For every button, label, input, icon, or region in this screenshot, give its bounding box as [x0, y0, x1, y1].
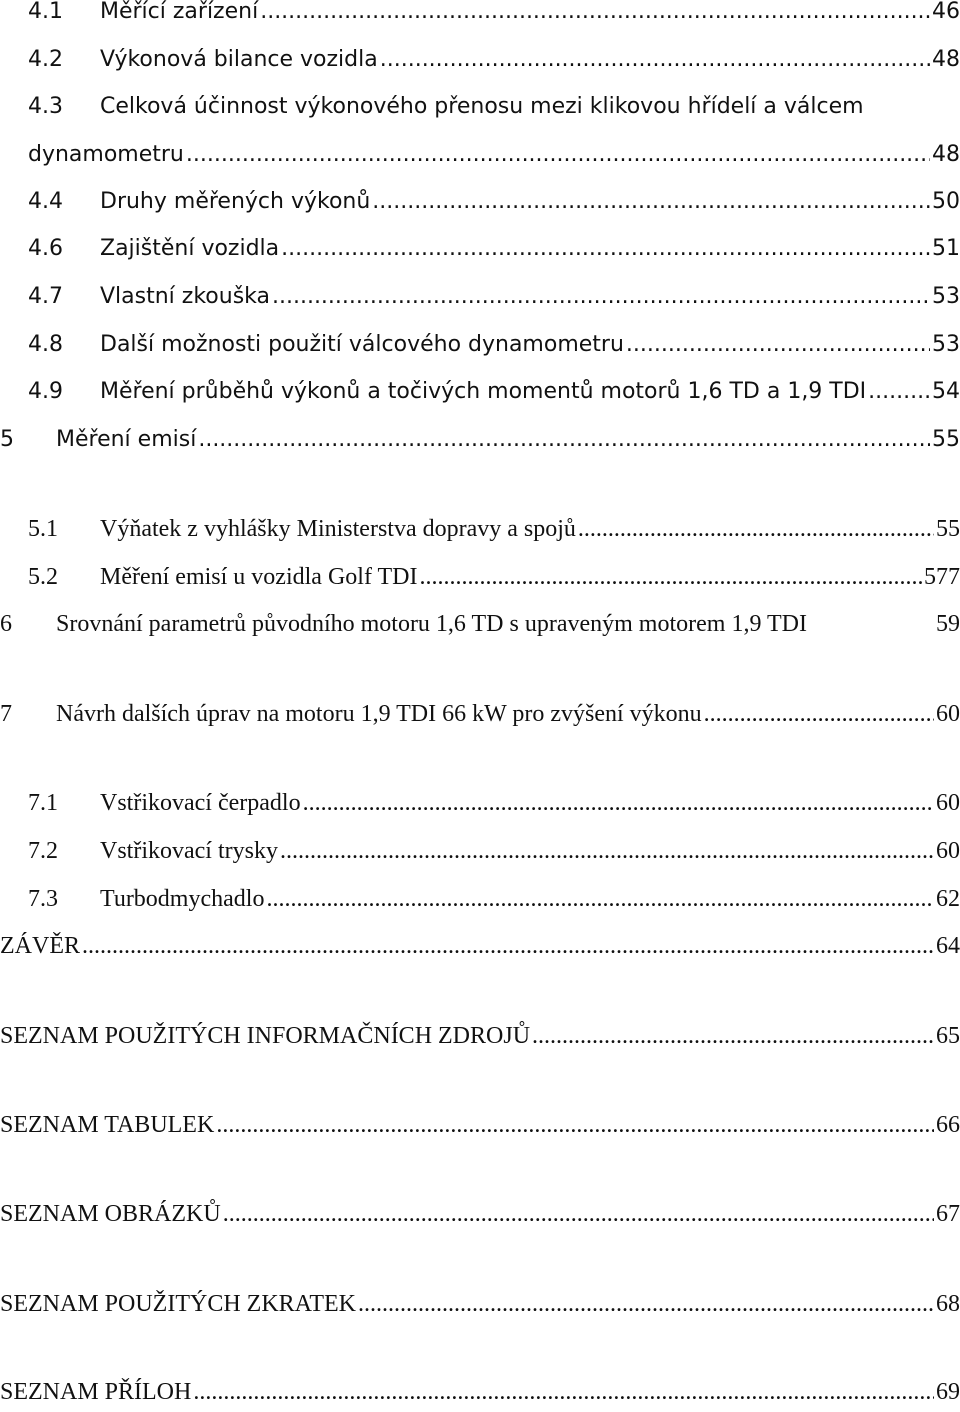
toc-entry-title: Turbodmychadlo	[100, 886, 265, 912]
toc-leader-dots	[82, 926, 934, 966]
toc-leader-dots	[193, 1372, 934, 1412]
toc-entry-number: 4.1	[28, 0, 63, 24]
toc-entry-5[interactable]	[0, 420, 960, 460]
toc-entry-title: ZÁVĚR	[0, 933, 80, 959]
toc-entry-page: 46	[932, 0, 960, 24]
toc-entry-page: 51	[932, 236, 960, 261]
toc-leader-dots	[419, 557, 922, 597]
toc-entry-title: Druhy měřených výkonů	[100, 189, 371, 214]
toc-entry-4-8[interactable]	[0, 325, 960, 365]
toc-entry-page: 67	[936, 1201, 960, 1227]
toc-entry-4-6[interactable]	[0, 229, 960, 269]
toc-entry-page: 59	[936, 611, 960, 637]
toc-entry-7-1[interactable]	[0, 783, 960, 823]
toc-entry-title: Měřící zařízení	[100, 0, 259, 24]
toc-leader-dots	[272, 277, 930, 317]
toc-leader-dots	[704, 694, 934, 734]
toc-entry-number: 4.7	[28, 284, 63, 309]
toc-entry-title: Měření emisí u vozidla Golf TDI	[100, 564, 418, 590]
toc-leader-dots	[266, 879, 934, 919]
toc-leader-dots	[380, 40, 930, 80]
toc-leader-dots	[532, 1016, 934, 1056]
toc-entry-number: 4.6	[28, 236, 63, 261]
toc-entry-page: 53	[932, 284, 960, 309]
toc-leader-dots	[186, 135, 930, 175]
toc-entry-5-2[interactable]	[0, 557, 960, 597]
toc-entry-sources[interactable]	[0, 1016, 960, 1056]
toc-entry-number: 5	[0, 427, 14, 452]
toc-entry-7[interactable]	[0, 694, 960, 734]
toc-entry-7-3[interactable]	[0, 879, 960, 919]
toc-entry-page: 53	[932, 332, 960, 357]
toc-entry-title: SEZNAM POUŽITÝCH INFORMAČNÍCH ZDROJŮ	[0, 1023, 531, 1049]
toc-entry-number: 5.1	[28, 516, 58, 542]
toc-entry-4-3[interactable]	[0, 87, 960, 127]
toc-entry-4-3-continuation[interactable]	[0, 135, 960, 175]
toc-entry-figures[interactable]	[0, 1194, 960, 1234]
toc-entry-page: 60	[936, 838, 960, 864]
toc-entry-page: 48	[932, 47, 960, 72]
toc-entry-number: 4.8	[28, 332, 63, 357]
toc-entry-page: 55	[936, 516, 960, 542]
toc-entry-4-1[interactable]	[0, 0, 960, 32]
toc-entry-title: Celková účinnost výkonového přenosu mezi klikovou hřídelí a válcem	[100, 94, 864, 119]
toc-entry-title: Další možnosti použití válcového dynamometru	[100, 332, 624, 357]
toc-entry-4-7[interactable]	[0, 277, 960, 317]
toc-entry-title: Výkonová bilance vozidla	[100, 47, 378, 72]
toc-leader-dots	[358, 1284, 934, 1324]
toc-leader-dots	[280, 831, 934, 871]
toc-entry-title: Výňatek z vyhlášky Ministerstva dopravy a spojů	[100, 516, 576, 542]
toc-entry-4-4[interactable]	[0, 182, 960, 222]
toc-leader-dots	[198, 420, 930, 460]
toc-entry-page: 62	[936, 886, 960, 912]
toc-entry-page: 48	[932, 142, 960, 167]
toc-entry-5-1[interactable]	[0, 509, 960, 549]
toc-leader-dots	[281, 229, 930, 269]
toc-leader-dots	[626, 325, 930, 365]
toc-entry-page: 64	[936, 933, 960, 959]
toc-entry-page: 50	[932, 189, 960, 214]
toc-entry-6[interactable]	[0, 604, 960, 644]
toc-entry-number: 5.2	[28, 564, 58, 590]
toc-entry-page: 577	[924, 564, 960, 590]
toc-entry-page: 55	[932, 427, 960, 452]
toc-entry-appendices[interactable]	[0, 1372, 960, 1412]
toc-entry-number: 4.2	[28, 47, 63, 72]
toc-entry-page: 65	[936, 1023, 960, 1049]
toc-entry-title: Vstřikovací čerpadlo	[100, 790, 301, 816]
toc-leader-dots	[868, 372, 930, 412]
toc-entry-title: SEZNAM TABULEK	[0, 1112, 215, 1138]
toc-entry-number: 4.9	[28, 379, 63, 404]
toc-entry-number: 6	[0, 611, 12, 637]
toc-entry-page: 54	[932, 379, 960, 404]
toc-entry-title: SEZNAM OBRÁZKŮ	[0, 1201, 221, 1227]
toc-entry-title: SEZNAM POUŽITÝCH ZKRATEK	[0, 1291, 356, 1317]
toc-entry-page: 66	[936, 1112, 960, 1138]
toc-entry-title: Vlastní zkouška	[100, 284, 270, 309]
toc-entry-title: SEZNAM PŘÍLOH	[0, 1379, 192, 1405]
toc-entry-title: Vstřikovací trysky	[100, 838, 278, 864]
toc-entry-number: 4.4	[28, 189, 63, 214]
toc-entry-title: Zajištění vozidla	[100, 236, 280, 261]
toc-entry-title: Návrh dalších úprav na motoru 1,9 TDI 66 kW pro zvýšení výkonu	[56, 701, 702, 727]
toc-entry-number: 4.3	[28, 94, 63, 119]
toc-leader-dots	[372, 182, 930, 222]
toc-entry-number: 7.3	[28, 886, 58, 912]
toc-entry-number: 7	[0, 701, 12, 727]
toc-leader-dots	[303, 783, 934, 823]
toc-entry-4-2[interactable]	[0, 40, 960, 80]
toc-entry-number: 7.1	[28, 790, 58, 816]
toc-entry-tables[interactable]	[0, 1105, 960, 1145]
toc-entry-4-9[interactable]	[0, 372, 960, 412]
toc-entry-title: Měření emisí	[56, 427, 197, 452]
toc-leader-dots	[578, 509, 934, 549]
toc-entry-title-continuation: dynamometru	[28, 142, 184, 167]
toc-entry-page: 68	[936, 1291, 960, 1317]
toc-entry-title: Měření průběhů výkonů a točivých momentů motorů 1,6 TD a 1,9 TDI	[100, 379, 867, 404]
toc-entry-number: 7.2	[28, 838, 58, 864]
toc-entry-7-2[interactable]	[0, 831, 960, 871]
toc-entry-page: 60	[936, 701, 960, 727]
toc-entry-page: 60	[936, 790, 960, 816]
toc-leader-dots	[223, 1194, 934, 1234]
toc-entry-title: Srovnání parametrů původního motoru 1,6 TD s upraveným motorem 1,9 TDI	[56, 611, 807, 637]
toc-entry-abbreviations[interactable]	[0, 1284, 960, 1324]
toc-entry-zaver[interactable]	[0, 926, 960, 966]
toc-entry-page: 69	[936, 1379, 960, 1405]
toc-leader-dots	[260, 0, 930, 32]
toc-leader-dots	[216, 1105, 934, 1145]
